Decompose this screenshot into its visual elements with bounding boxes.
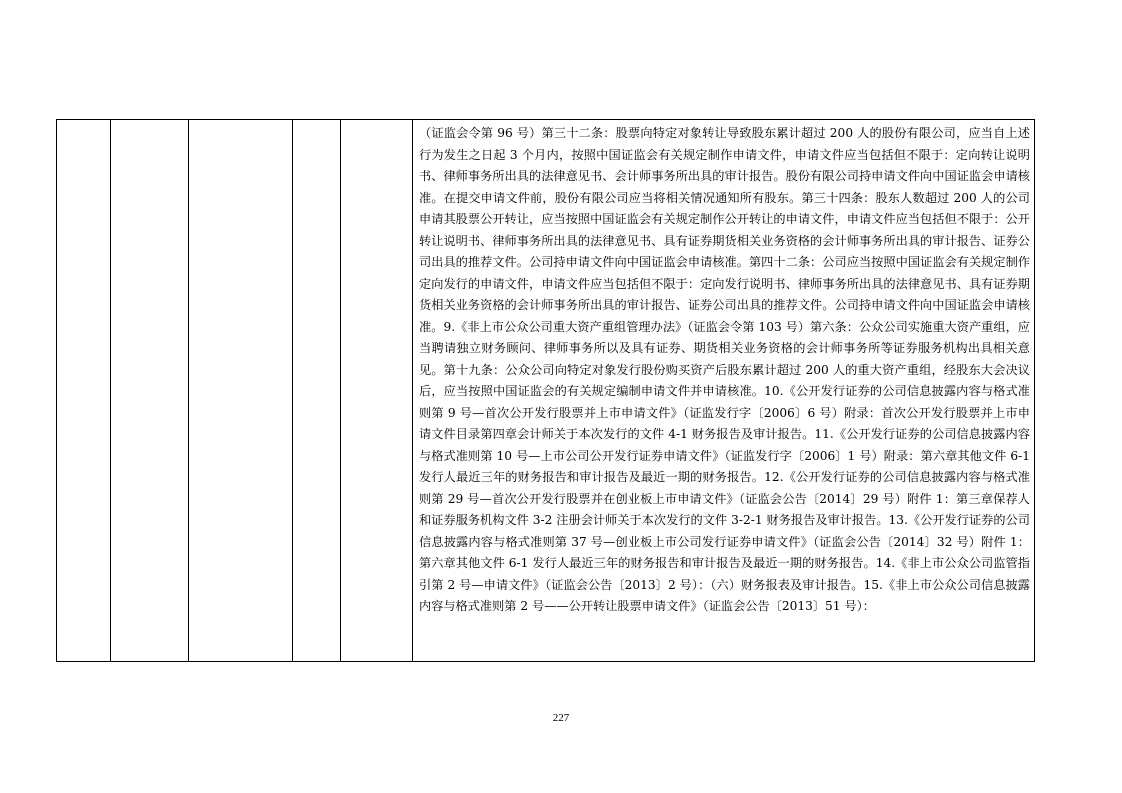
table-cell-empty-2 — [111, 120, 189, 662]
table-cell-empty-3 — [189, 120, 293, 662]
legal-basis-text: （证监会令第 96 号）第三十二条：股票向特定对象转让导致股东累计超过 200 人的股份有限公司，应当自上述行为发生之日起 3 个月内，按照中国证监会有关规定制作申请文件，申请文件应当包括但不限于：定向转让说明书、律师事务所出具的法律意见书、会计师事务所出具的审计报告。股份有限公司持申请文件向中国证监会申请核准。在提交申请文件前，股份有限公司应当将相关情况通知所有股东。第三十四条：股东人数超过 200 人的公司申请其股票公开转让，应当按照中国证监会有关规定制作公开转让的申请文件，申请文件应当包括但不限于：公开转让说明书、律师事务所出具的法律意见书、具有证券期货相关业务资格的会计师事务所出具的审计报告、证券公司出具的推荐文件。公司持申请文件向中国证监会申请核准。第四十二条：公司应当按照中国证监会有关规定制作定向发行的申请文件，申请文件应当包括但不限于：定向发行说明书、律师事务所出具的法律意见书、具有证券期货相关业务资格的会计师事务所出具的审计报告、证券公司出具的推荐文件。公司持申请文件向中国证监会申请核准。9.《非上市公众公司重大资产重组管理办法》（证监会令第 103 号）第六条：公众公司实施重大资产重组，应当聘请独立财务顾问、律师事务所以及具有证券、期货相关业务资格的会计师事务所等证券服务机构出具相关意见。第十九条：公众公司向特定对象发行股份购买资产后股东累计超过 200 人的重大资产重组，经股东大会决议后，应当按照中国证监会的有关规定编制申请文件并申请核准。10.《公开发行证券的公司信息披露内容与格式准则第 9 号—首次公开发行股票并上市申请文件》（证监发行字〔2006〕6 号）附录：首次公开发行股票并上市申请文件目录第四章会计师关于本次发行的文件 4-1 财务报告及审计报告。11.《公开发行证券的公司信息披露内容与格式准则第 10 号—上市公司公开发行证券申请文件》（证监发行字〔2006〕1 号）附录：第六章其他文件 6-1 发行人最近三年的财务报告和审计报告及最近一期的财务报告。12.《公开发行证券的公司信息披露内容与格式准则第 29 号—首次公开发行股票并在创业板上市申请文件》（证监会公告〔2014〕29 号）附件 1：第三章保荐人和证券服务机构文件 3-2 注册会计师关于本次发行的文件 3-2-1 财务报告及审计报告。13.《公开发行证券的公司信息披露内容与格式准则第 37 号—创业板上市公司发行证券申请文件》（证监会公告〔2014〕32 号）附件 1：第六章其他文件 6-1 发行人最近三年的财务报告和审计报告及最近一期的财务报告。14.《非上市公众公司监管指引第 2 号—申请文件》（证监会公告〔2013〕2 号）：（六）财务报表及审计报告。15.《非上市公众公司信息披露内容与格式准则第 2 号——公开转让股票申请文件》（证监会公告〔2013〕51 号）： — [419, 126, 1030, 613]
table-cell-legal-basis — [413, 120, 1035, 662]
regulation-table — [56, 119, 1035, 662]
table-row — [57, 120, 1035, 662]
table-cell-empty-4 — [293, 120, 341, 662]
page-number: 227 — [552, 712, 570, 724]
table-cell-empty-1 — [57, 120, 111, 662]
table-cell-empty-5 — [341, 120, 413, 662]
